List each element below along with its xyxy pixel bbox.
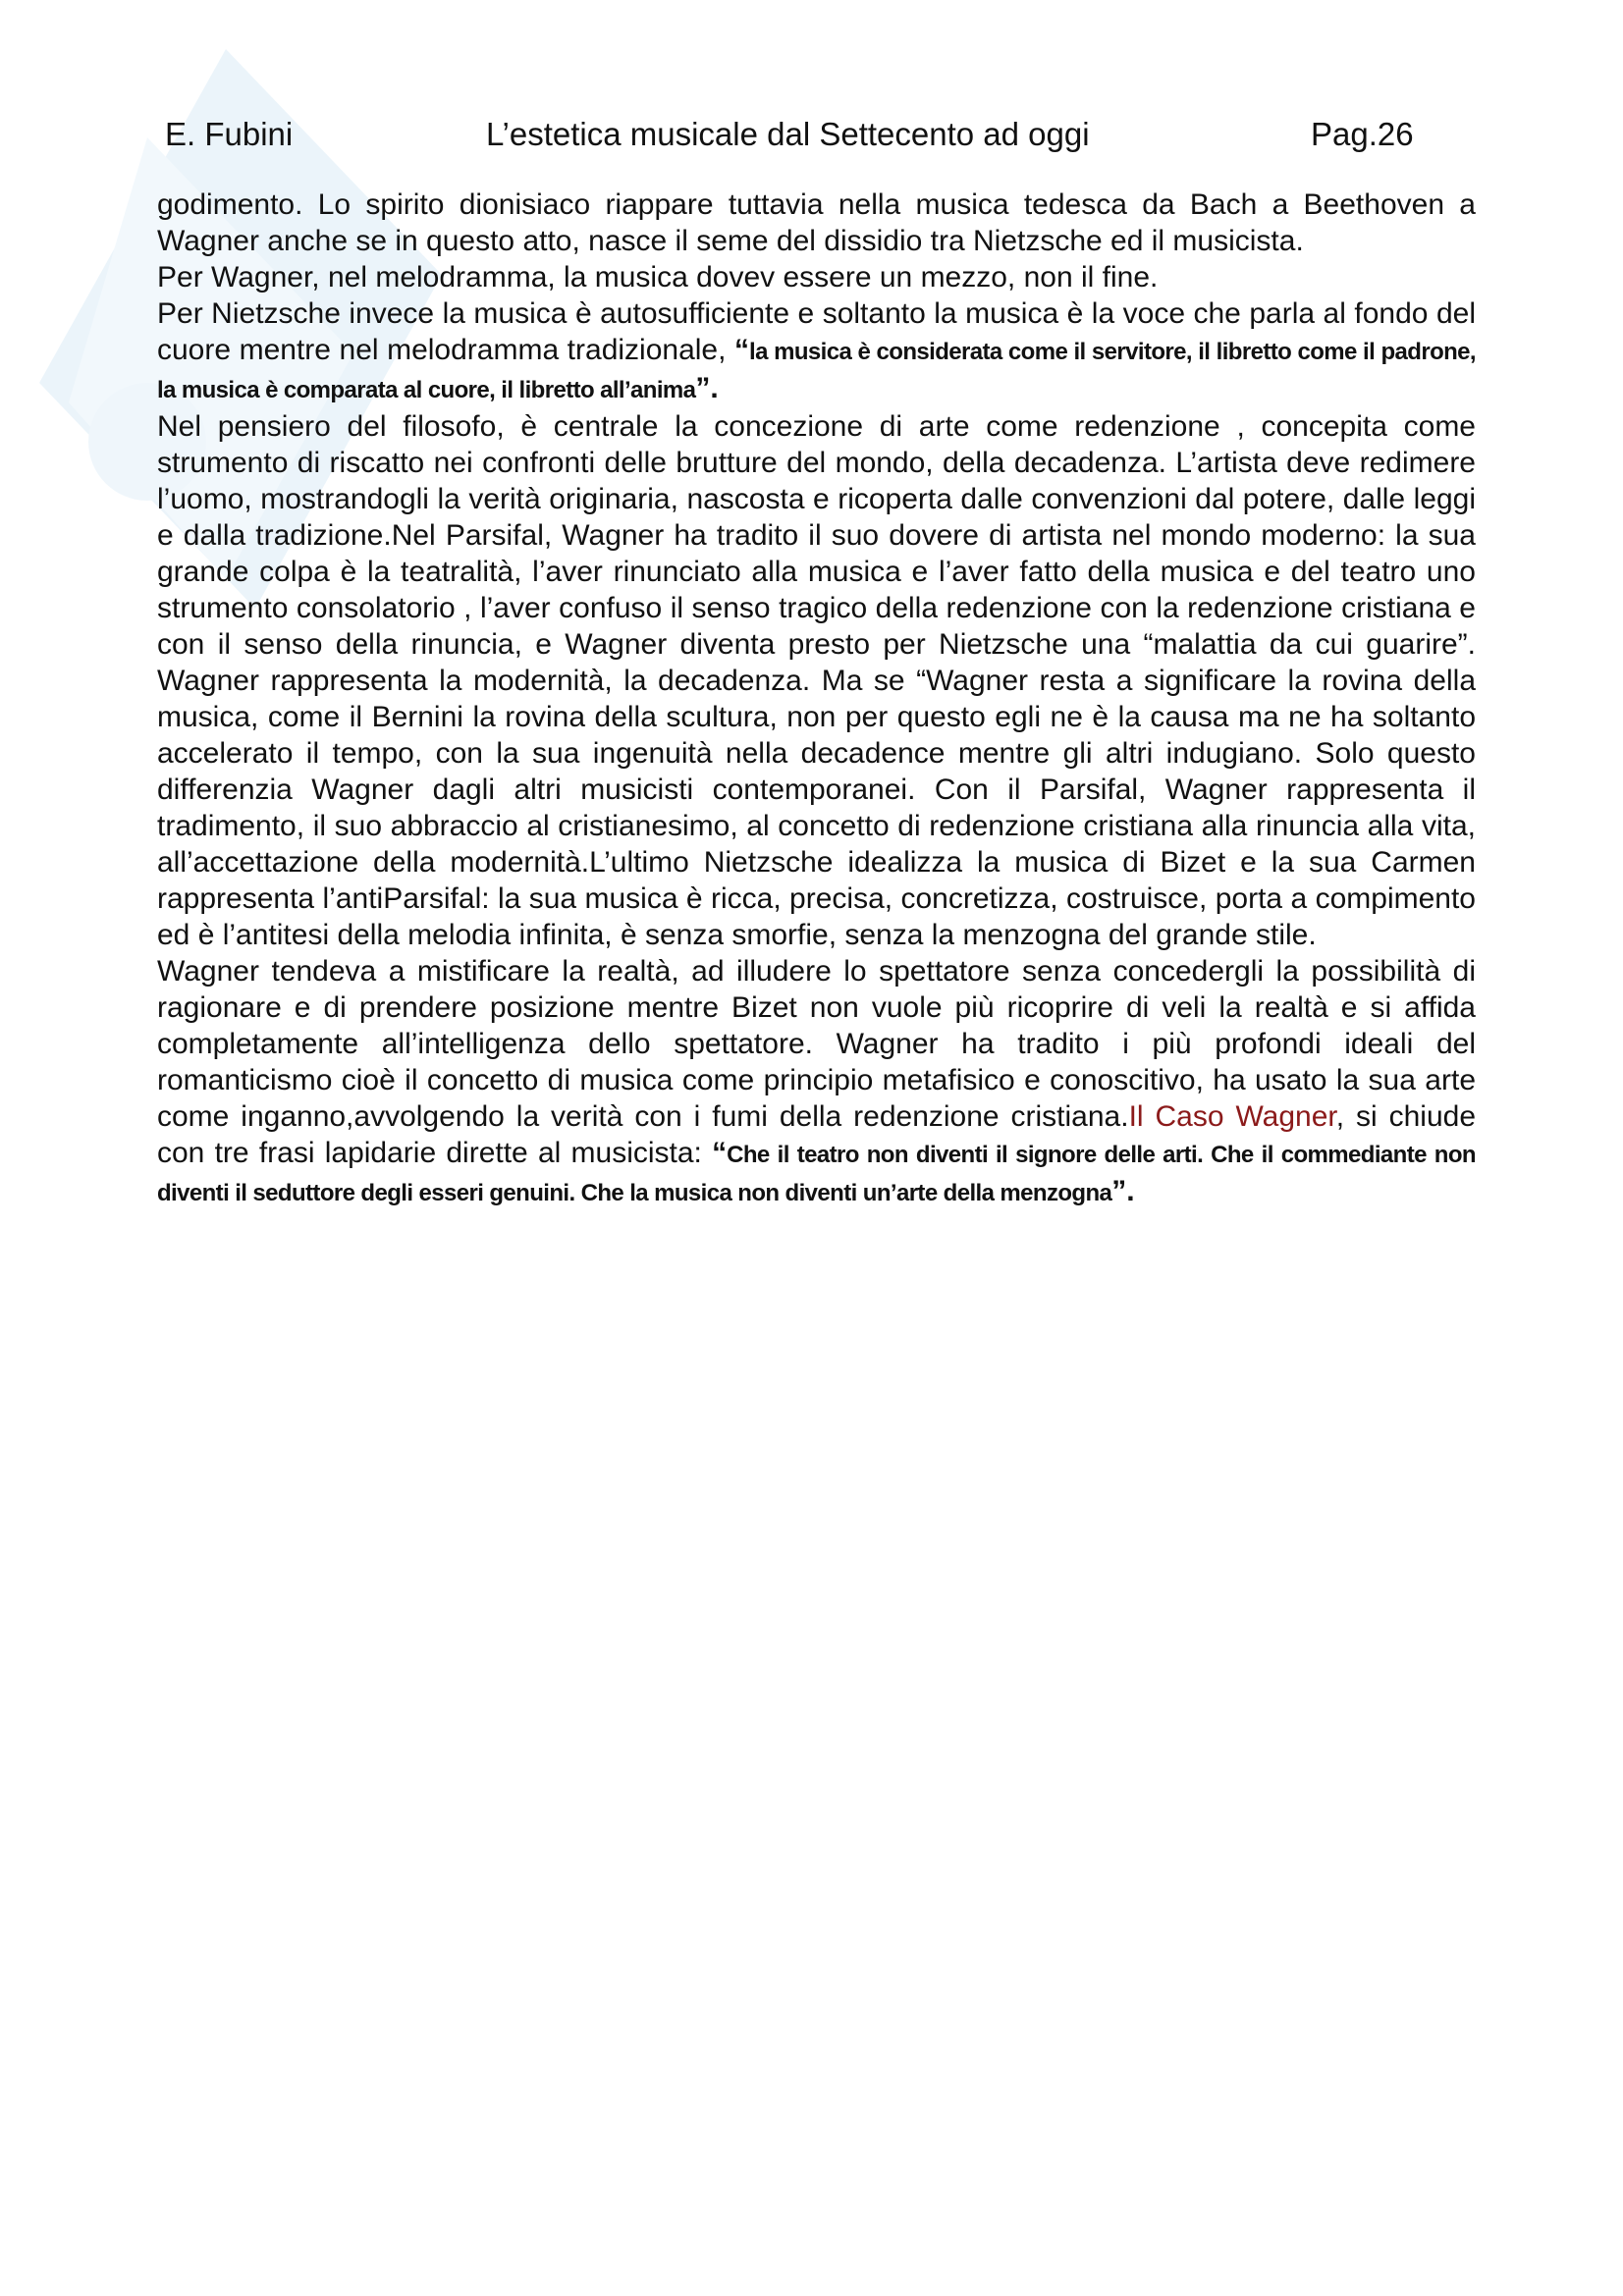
paragraph-3	[157, 295, 1476, 408]
quote-close-mark: ”.	[1111, 1175, 1135, 1207]
paragraph-5-after: , si chiude con tre frasi lapidarie dirette al musicista:	[157, 1100, 1477, 1169]
quote-open-mark: “	[734, 334, 749, 366]
quote-open-mark: “	[712, 1137, 728, 1169]
quote-close-mark: ”.	[695, 372, 719, 404]
paragraph-4: Nel pensiero del filosofo, è centrale la concezione di arte come redenzione , concepita come strumento di riscatto nei confronti delle brutture del mondo, della decadenza. L’artista deve redimere l’uomo, mostrandogli la verità originaria, nascosta e ricoperta dalle convenzioni dal potere, dalle leggi e dalla tradizione.Nel Parsifal, Wagner ha tradito il suo dovere di artista nel mondo moderno: la sua grande colpa è la teatralità, l’aver rinunciato alla musica e l’aver fatto della musica e del teatro uno strumento consolatorio , l’aver confuso il senso tragico della redenzione con la redenzione cristiana e con il senso della rinuncia, e Wagner diventa presto per Nietzsche una “malattia da cui guarire”. Wagner rappresenta la modernità, la decadenza. Ma se “Wagner resta a significare la rovina della musica, come il Bernini la rovina della scultura, non per questo egli ne è la causa ma ne ha soltanto accelerato il tempo, con la sua ingenuità nella decadence mentre gli altri indugiano. Solo questo differenzia Wagner dagli altri musicisti contemporanei. Con il Parsifal, Wagner rappresenta il tradimento, il suo abbraccio al cristianesimo, al concetto di redenzione cristiana alla rinuncia alla vita, all’accettazione della modernità.L’ultimo Nietzsche idealizza la musica di Bizet e la sua Carmen rappresenta l’antiParsifal: la sua musica è ricca, precisa, concretizza, costruisce, porta a compimento ed è l’antitesi della melodia infinita, è senza smorfie, senza la menzogna del grande stile.	[157, 410, 1476, 951]
inline-quote-2: Che il teatro non diventi il signore delle arti. Che il commediante non diventi il seduttore degli esseri genuini. Che la musica non diventi un’arte della menzogna	[157, 1142, 1476, 1206]
paragraph-1: godimento. Lo spirito dionisiaco riappare tuttavia nella musica tedesca da Bach a Beethoven a Wagner anche se in questo atto, nasce il seme del dissidio tra Nietzsche ed il musicista.	[157, 188, 1476, 257]
paragraph-5-text: Wagner tendeva a mistificare la realtà, ad illudere lo spettatore senza concedergli la possibilità di ragionare e di prendere posizione mentre Bizet non vuole più ricoprire di veli la realtà e si affida completamente all’intelligenza dello spettatore. Wagner ha tradito i più profondi ideali del romanticismo cioè il concetto di musica come principio metafisico e conoscitivo, ha usato la sua arte come inganno,avvolgendo la verità con i fumi della redenzione cristiana.	[157, 955, 1476, 1133]
header-title: L’estetica musicale dal Settecento ad oggi	[486, 116, 1090, 152]
paragraph-2: Per Wagner, nel melodramma, la musica dovev essere un mezzo, non il fine.	[157, 261, 1159, 294]
document-body	[157, 187, 1476, 1211]
header-author: E. Fubini	[165, 116, 294, 152]
paragraph-3-text: Per Nietzsche invece la musica è autosufficiente e soltanto la musica è la voce che parla al fondo del cuore mentre nel melodramma tradizionale,	[157, 297, 1476, 366]
il-caso-wagner-link[interactable]: Il Caso Wagner	[1128, 1100, 1336, 1133]
header-page-number: Pag.26	[1311, 116, 1414, 152]
paragraph-5	[157, 953, 1476, 1211]
inline-quote-1: la musica è considerata come il servitore, il libretto come il padrone, la musica è comparata al cuore, il libretto all’anima	[157, 339, 1477, 403]
page-header	[0, 110, 1623, 159]
